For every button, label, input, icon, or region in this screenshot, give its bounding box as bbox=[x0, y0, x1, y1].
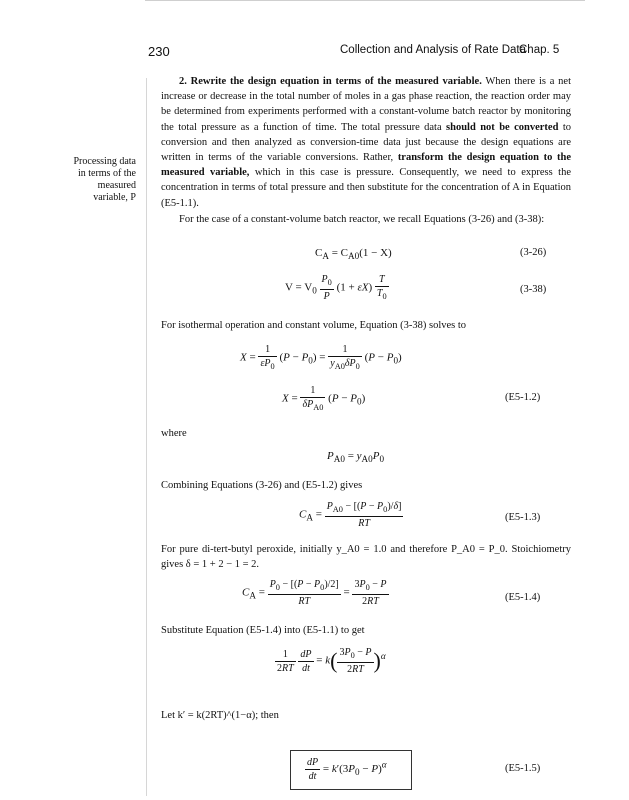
equation-rate-pressure: $\frac{1}{2RT}$ $\frac{dP}{dt}$ = k( $\frac{3P_0 - P}{2RT}$ )$^\alpha$ bbox=[277, 647, 386, 675]
equation-number: (E5-1.2) bbox=[505, 392, 541, 403]
equation-e5-1-2: X = $\frac{1}{\delta P_{A0}}$ $(P - P_0)$ bbox=[282, 385, 366, 412]
equation-e5-1-4: $C_A$ = $\frac{P_0 - [(P - P_0)/2]}{RT}$ = $\frac{3P_0 - P}{2RT}$ bbox=[242, 579, 387, 607]
margin-note-line: measured bbox=[97, 180, 136, 191]
recall-text: For the case of a constant-volume batch reactor, we recall Equations (3-26) and (3-38): bbox=[179, 214, 545, 225]
step-heading: 2. Rewrite the design equation in terms of the measured variable. bbox=[179, 76, 482, 87]
margin-rule bbox=[146, 78, 147, 796]
page-number: 230 bbox=[148, 44, 170, 59]
equation-3-38: $V = V_0$ $\frac{P_0}{P}$ (1 + εX) $\frac{T}{T_0}$ bbox=[285, 274, 387, 302]
top-rule bbox=[145, 0, 585, 1]
margin-note-line: variable, P bbox=[93, 192, 136, 203]
equation-number: (3-38) bbox=[520, 284, 547, 295]
recall-paragraph bbox=[161, 212, 571, 227]
chapter-label: Chap. 5 bbox=[519, 44, 560, 56]
step-text: When there is a net increase or decrease in the total number of moles in a gas phase reaction, the reaction order may be determined from experiments performed with a constant-volume batch reactor by monitoring the total pressure as a function of time. The total pressure data bbox=[161, 76, 571, 133]
step-text: to conversion and then analyzed as conversion-time data just because the design equations are written in terms of the variable conversions. Rather, bbox=[161, 121, 571, 164]
equation-e5-1-3: $C_A$ = $\frac{P_{A0} - [(P - P_0)/\delta]}{RT}$ bbox=[299, 501, 402, 529]
stoichiometry-paragraph bbox=[161, 542, 571, 572]
equation-e5-1-5: $\frac{dP}{dt}$ = $k'(3P_0 - P)^\alpha$ bbox=[307, 757, 387, 782]
equation-pa0: $P_{A0} = y_{A0}P_0$ bbox=[327, 450, 385, 465]
step-emphasis: transform the design equation to the measured variable, bbox=[161, 152, 571, 179]
equation-3-26: $C_A = C_{A0}(1 - X)$ bbox=[315, 247, 392, 262]
substitute-text: Substitute Equation (E5-1.4) into (E5-1.1) to get bbox=[161, 625, 365, 636]
step-emphasis: should not be converted bbox=[446, 121, 559, 133]
running-title: Collection and Analysis of Rate Data bbox=[340, 44, 527, 56]
combining-text: Combining Equations (3-26) and (E5-1.2) gives bbox=[161, 480, 363, 491]
where-text: where bbox=[161, 428, 187, 439]
equation-number: (E5-1.3) bbox=[505, 512, 541, 523]
isothermal-text: For isothermal operation and constant volume, Equation (3-38) solves to bbox=[161, 320, 467, 331]
equation-x-solution: X = $\frac{1}{\varepsilon P_0}$ $(P - P_0)$ = $\frac{1}{y_{A0}\delta P_0}$ $(P - P_0)$ bbox=[240, 344, 402, 371]
margin-note bbox=[62, 156, 136, 204]
margin-note-line: in terms of the bbox=[77, 168, 136, 179]
equation-number: (E5-1.4) bbox=[505, 592, 541, 603]
step-paragraph bbox=[161, 74, 571, 211]
step-text: which in this case is pressure. Consequently, we need to express the concentration in terms of total pressure and then substitute for the concentration of A in Equation (E5-1.1). bbox=[161, 167, 571, 209]
stoichiometry-text: For pure di-tert-butyl peroxide, initially y_A0 = 1.0 and therefore P_A0 = P_0. Stoichiometry gives δ = 1 + 2 − 1 = 2. bbox=[161, 544, 571, 571]
equation-number: (E5-1.5) bbox=[505, 763, 541, 774]
margin-note-line: Processing data bbox=[73, 156, 136, 167]
equation-number: (3-26) bbox=[520, 247, 547, 258]
let-k-text: Let k′ = k(2RT)^(1−α); then bbox=[161, 710, 279, 721]
